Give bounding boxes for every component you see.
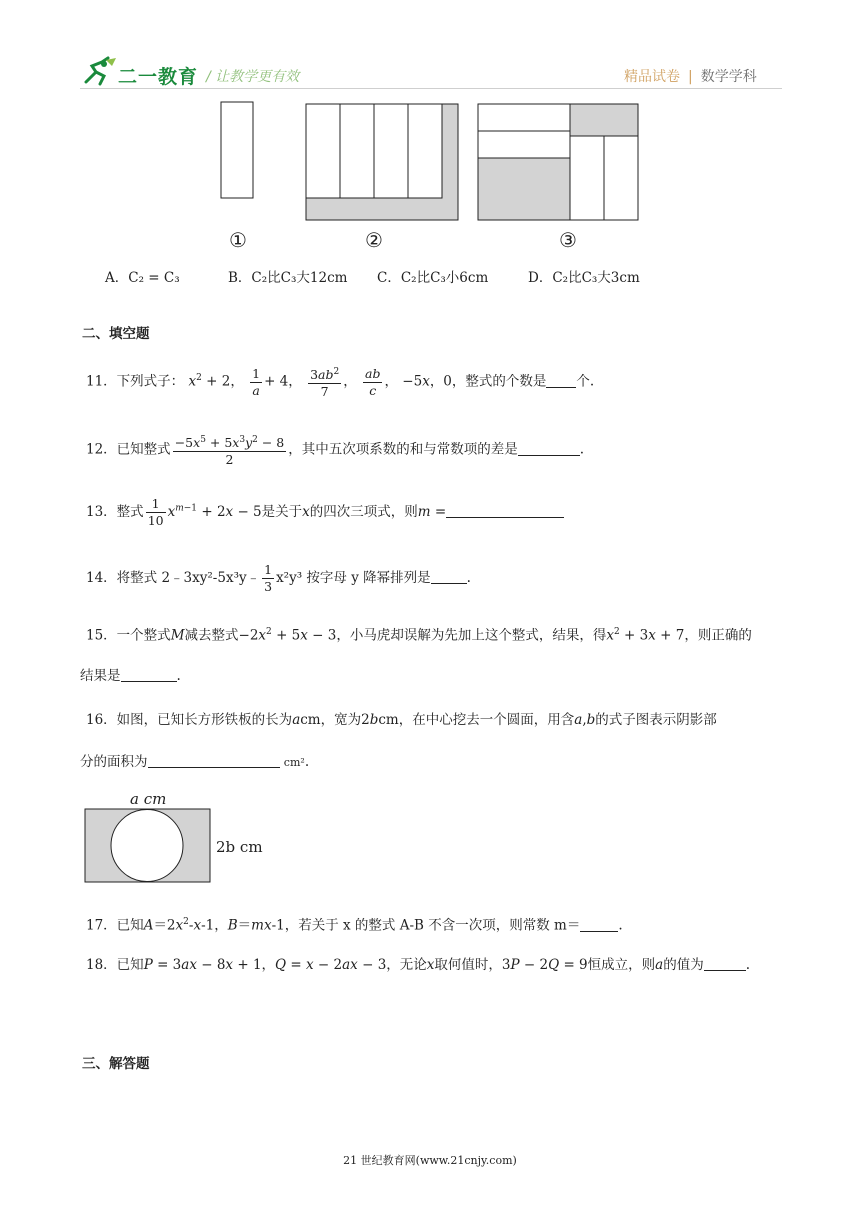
question-13: 13．整式 $\frac{1}{10}$ $x^{m-1} + 2x - 5$是关于x的四次三项式，则m = (86, 496, 564, 529)
figure-label-2: ② (365, 228, 383, 252)
header-separator: | (688, 69, 693, 85)
figure-label-3: ③ (559, 228, 577, 252)
slogan: / 让教学更有效 (206, 69, 300, 85)
header-tag-subject: 数学学科 (700, 69, 757, 85)
option-a: A．C₂ = C₃ (105, 270, 180, 286)
header (0, 0, 860, 92)
question-16-line-1: 16．如图，已知长方形铁板的长为acm，宽为2bcm，在中心挖去一个圆面，用含a,b的式子图表示阴影部 (86, 712, 717, 728)
header-right (624, 66, 757, 86)
logo-text: 二一教育 (118, 66, 199, 88)
section-fill-blank: 二、填空题 (82, 326, 150, 342)
question-16-line-2: 分的面积为 cm². (80, 754, 310, 770)
figure-label-1: ① (229, 228, 247, 252)
option-b: B．C₂比C₃大12cm (228, 270, 348, 286)
option-d: D．C₂比C₃大3cm (528, 270, 640, 286)
q16-circle (111, 810, 183, 882)
runner-logo-icon (82, 56, 118, 86)
q16-figure-top-label: a cm (130, 790, 167, 808)
header-tag-premium: 精品试卷 (624, 69, 680, 85)
question-15-line-1: 15．一个整式M减去整式$-2x^2 + 5x - 3$，小马虎却误解为先加上这个整式，结果，得$x^2 + 3x + 7$，则正确的 (86, 627, 752, 644)
question-12: 12．已知整式 $\frac{-5x^5 + 5x^3y^2 - 8}{2}$ ，其中五次项系数的和与常数项的差是 . (86, 432, 584, 468)
question-18: 18．已知P = 3ax − 8x + 1，Q = x − 2ax − 3，无论x取何值时，3P − 2Q = 9恒成立，则a的值为 . (86, 957, 750, 973)
header-rule (80, 88, 782, 89)
section-solve: 三、解答题 (82, 1056, 150, 1072)
question-17: 17．已知$A=2x^2-x-1$，B＝mx-1，若关于 x 的整式 A-B 不含一次项，则常数 m＝ . (86, 917, 623, 934)
figure-rectangles (210, 98, 650, 248)
question-14: 14．将整式 2﹣3xy²-5x³y﹣ $\frac{1}{3}$ x²y³ 按字母 y 降幂排列是 . (86, 562, 471, 594)
figure-1-rect (221, 102, 253, 198)
question-11: 11．下列式子： $x^2 + 2$， $\frac{1}{a}$ + 4， $\frac{3ab^2}{7}$ ， $\frac{ab}{c}$ ， −5x，0，整式的个数是 个. (86, 365, 595, 400)
option-c: C．C₂比C₃小6cm (377, 270, 489, 286)
page-footer: 21 世纪教育网(www.21cnjy.com) (343, 1154, 517, 1167)
q16-figure (84, 808, 214, 884)
question-15-line-2: 结果是 . (80, 668, 181, 684)
q16-figure-right-label: 2b cm (216, 838, 263, 856)
